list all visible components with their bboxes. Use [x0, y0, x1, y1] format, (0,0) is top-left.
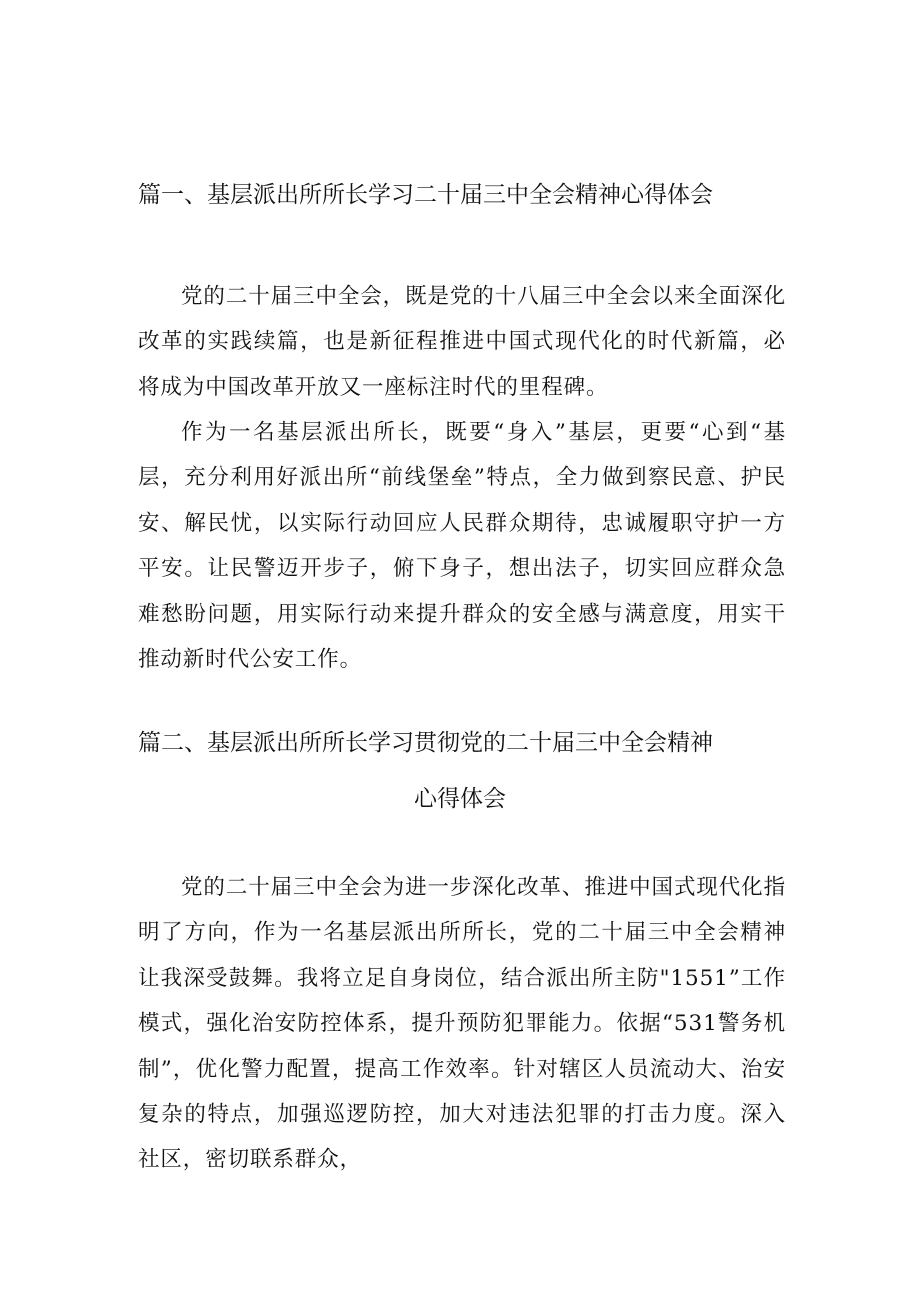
section2-title-line2: 心得体会	[414, 786, 506, 812]
section1-paragraph-1: 党的二十届三中全会，既是党的十八届三中全会以来全面深化改革的实践续篇，也是新征程推进中国式现代化的时代新篇，必将成为中国改革开放又一座标注时代的里程碑。	[138, 284, 786, 400]
section2-title-line1: 篇二、基层派出所所长学习贯彻党的二十届三中全会精神	[138, 730, 713, 756]
section1-title: 篇一、基层派出所所长学习二十届三中全会精神心得体会	[138, 182, 713, 208]
section2-paragraph-1: 党的二十届三中全会为进一步深化改革、推进中国式现代化指明了方向，作为一名基层派出所所长，党的二十届三中全会精神让我深受鼓舞。我将立足自身岗位，结合派出所主防"1551”工作模式，强化治安防控体系，提升预防犯罪能力。依据“531警务机制”，优化警力配置，提高工作效率。针对辖区人员流动大、治安复杂的特点，加强巡逻防控，加大对违法犯罪的打击力度。深入社区，密切联系群众，	[138, 875, 786, 1173]
section1-paragraph-2: 作为一名基层派出所长，既要“身入”基层，更要“心到“基层，充分利用好派出所“前线堡垒”特点，全力做到察民意、护民安、解民忧，以实际行动回应人民群众期待，忠诚履职守护一方平安。让民警迈开步子，俯下身子，想出法子，切实回应群众急难愁盼问题，用实际行动来提升群众的安全感与满意度，用实干推动新时代公安工作。	[138, 420, 786, 673]
